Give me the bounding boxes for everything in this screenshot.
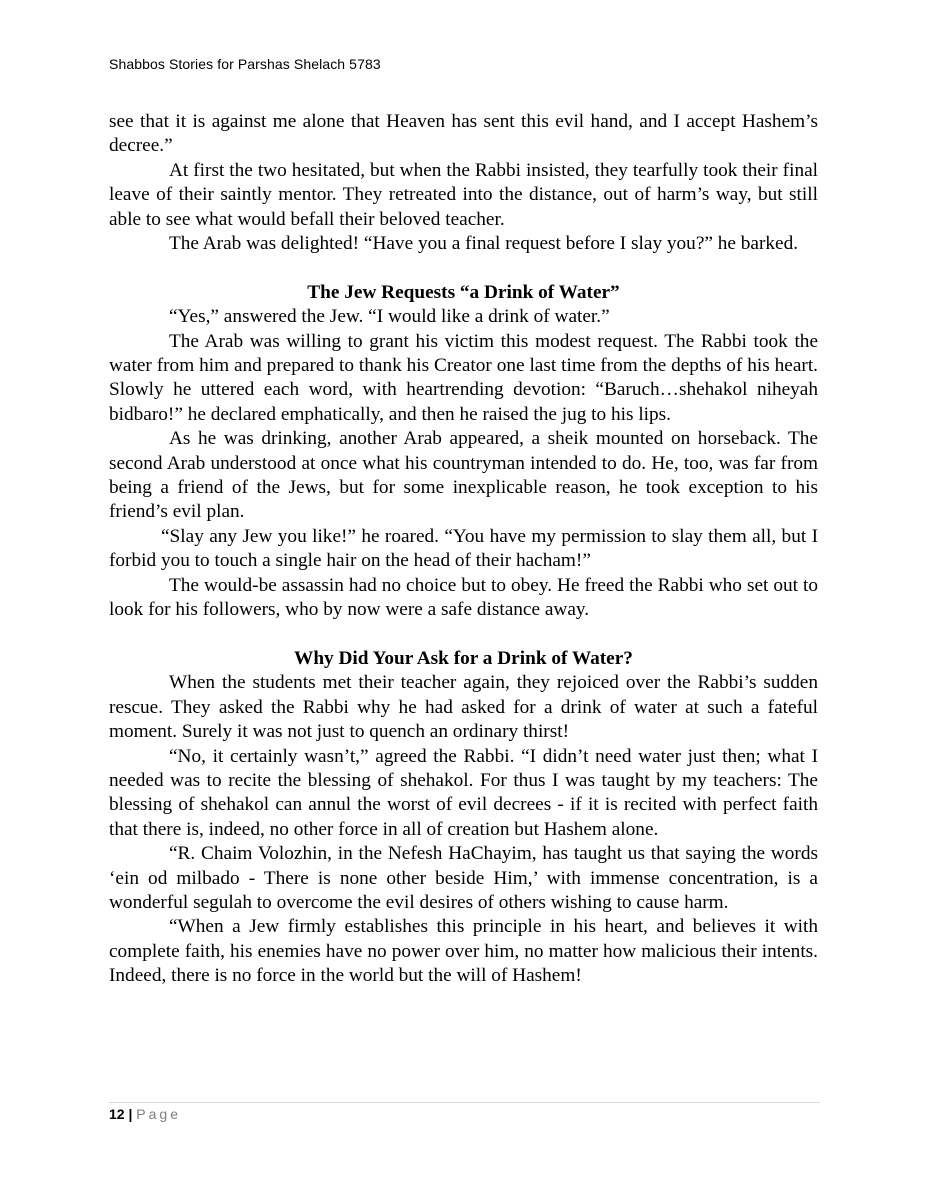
page-label: Page <box>136 1106 181 1122</box>
paragraph: The would-be assassin had no choice but to obey. He freed the Rabbi who set out to look for his followers, who by now were a safe distance away. <box>109 574 818 621</box>
page-footer <box>109 1106 181 1122</box>
document-body <box>109 110 818 989</box>
paragraph: “R. Chaim Volozhin, in the Nefesh HaChayim, has taught us that saying the words ‘ein od milbado - There is none other beside Him,’ with immense concentration, is a wonderful segulah to overcome the evil desires of others wishing to cause harm. <box>109 843 818 913</box>
paragraph: The Arab was delighted! “Have you a final request before I slay you?” he barked. <box>169 233 799 255</box>
section-heading: The Jew Requests “a Drink of Water” <box>307 281 620 303</box>
page-number: 12 <box>109 1106 125 1122</box>
paragraph: The Arab was willing to grant his victim this modest request. The Rabbi took the water from him and prepared to thank his Creator one last time from the depths of his heart. Slowly he uttered each word, with heartrending devotion: “Baruch…shehakol niheyah bidbaro!” he declared emphatically, and then he raised the jug to his lips. <box>109 330 818 425</box>
paragraph: “Slay any Jew you like!” he roared. “You have my permission to slay them all, but I forbid you to touch a single hair on the head of their hacham!” <box>109 525 818 572</box>
paragraph: As he was drinking, another Arab appeared, a sheik mounted on horseback. The second Arab understood at once what his countryman intended to do. He, too, was far from being a friend of the Jews, but for some inexplicable reason, he took exception to his friend’s evil plan. <box>109 428 818 523</box>
section-heading: Why Did Your Ask for a Drink of Water? <box>294 647 633 669</box>
paragraph: “When a Jew firmly establishes this principle in his heart, and believes it with complete faith, his enemies have no power over him, no matter how malicious their intents. Indeed, there is no force in the world but the will of Hashem! <box>109 916 818 987</box>
footer-separator: | <box>128 1106 133 1122</box>
paragraph: When the students met their teacher again, they rejoiced over the Rabbi’s sudden rescue. They asked the Rabbi why he had asked for a drink of water at such a fateful moment. Surely it was not just to quench an ordinary thirst! <box>109 672 818 743</box>
paragraph: see that it is against me alone that Heaven has sent this evil hand, and I accept Hashem’s decree.” <box>109 111 818 157</box>
running-header: Shabbos Stories for Parshas Shelach 5783 <box>109 56 381 72</box>
footer-divider <box>109 1102 820 1103</box>
paragraph: At first the two hesitated, but when the Rabbi insisted, they tearfully took their final leave of their saintly mentor. They retreated into the distance, out of harm’s way, but still able to see what would befall their beloved teacher. <box>109 159 818 230</box>
paragraph: “Yes,” answered the Jew. “I would like a drink of water.” <box>169 306 610 328</box>
paragraph: “No, it certainly wasn’t,” agreed the Rabbi. “I didn’t need water just then; what I needed was to recite the blessing of shehakol. For thus I was taught by my teachers: The blessing of shehakol can annul the worst of evil decrees - if it is recited with perfect faith that there is, indeed, no other force in all of creation but Hashem alone. <box>109 745 818 840</box>
